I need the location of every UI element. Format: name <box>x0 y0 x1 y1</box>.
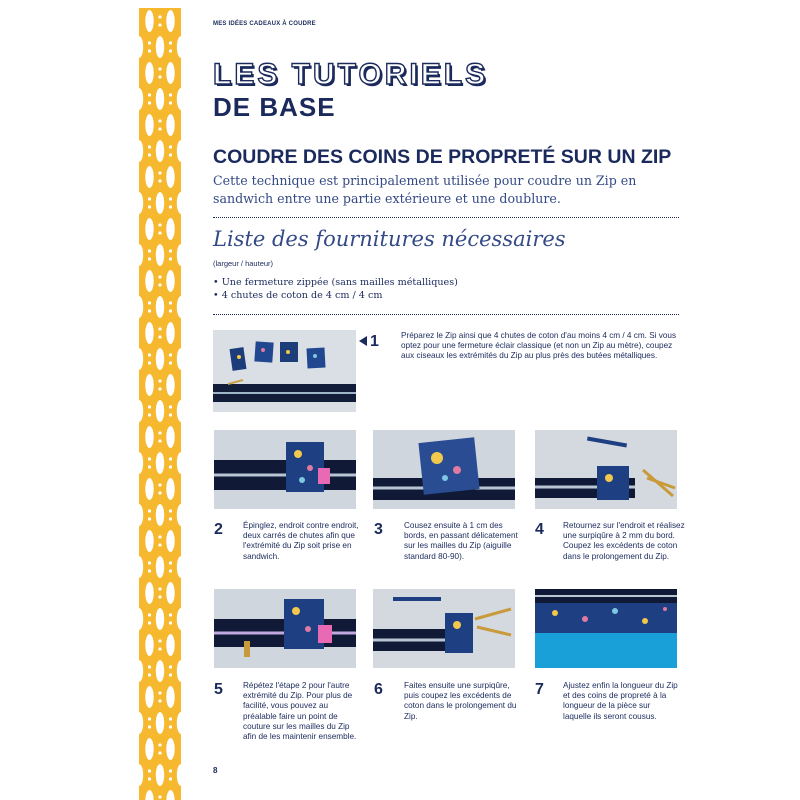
step-1-number: 1 <box>370 333 379 350</box>
step-3-text: Cousez ensuite à 1 cm des bords, en passant délicatement sur les mailles du Zip (aiguille standard 80-90). <box>404 521 518 561</box>
step-2-photo <box>214 430 356 509</box>
step-4-number: 4 <box>535 521 544 538</box>
step-3-photo <box>373 430 515 509</box>
page-title-line2: DE BASE <box>213 92 336 122</box>
step-1-text: Préparez le Zip ainsi que 4 chutes de coton d'au moins 4 cm / 4 cm. Si vous optez pour une fermeture éclair classique (et non un Zip au mètre), coupez aux ciseaux les extrémités du Zip au plus près des butées métalliques. <box>401 331 677 361</box>
step-2-number: 2 <box>214 521 223 538</box>
step-4-text: Retournez sur l'endroit et réalisez une surpiqûre à 2 mm du bord. Coupez les excédents de coton dans le prolongement du Zip. <box>563 521 685 561</box>
step-7-number: 7 <box>535 681 544 698</box>
page-title-line1: LES TUTORIELS <box>213 58 489 91</box>
step-7-text: Ajustez enfin la longueur du Zip et des coins de propreté à la longueur de la pièce sur laquelle ils seront cousus. <box>563 681 678 721</box>
divider-top <box>213 217 679 218</box>
decorative-pattern-band <box>139 8 181 800</box>
pattern-graphic <box>139 8 181 800</box>
supply-item: • 4 chutes de coton de 4 cm / 4 cm <box>213 290 383 301</box>
step-6-text: Faites ensuite une surpiqûre, puis coupez les excédents de coton dans le prolongement du Zip. <box>404 681 517 721</box>
divider-bottom <box>213 314 679 315</box>
section-intro: Cette technique est principalement utilisée pour coudre un Zip en sandwich entre une partie extérieure et une doublure. <box>213 173 637 206</box>
step-1-photo <box>213 330 356 412</box>
step-7-photo <box>535 589 677 668</box>
step-5-number: 5 <box>214 681 223 698</box>
step-5-text: Répétez l'étape 2 pour l'autre extrémité du Zip. Pour plus de facilité, vous pouvez au préalable faire un point de couture sur les mailles du Zip afin de les maintenir ensemble. <box>243 681 357 742</box>
supplies-subtitle: (largeur / hauteur) <box>213 259 274 268</box>
step-2-text: Épinglez, endroit contre endroit, deux carrés de chutes afin que l'extrémité du Zip soit prise en sandwich. <box>243 521 359 561</box>
running-header: MES IDÉES CADEAUX À COUDRE <box>213 21 316 27</box>
step-5-photo <box>214 589 356 668</box>
step-6-number: 6 <box>374 681 383 698</box>
section-title: COUDRE DES COINS DE PROPRETÉ SUR UN ZIP <box>213 146 672 168</box>
supplies-list <box>213 276 458 302</box>
step-6-photo <box>373 589 515 668</box>
page-number: 8 <box>213 766 218 775</box>
supplies-title: Liste des fournitures nécessaires <box>213 227 566 251</box>
supply-item: • Une fermeture zippée (sans mailles métalliques) <box>213 277 458 288</box>
step-4-photo <box>535 430 677 509</box>
step-3-number: 3 <box>374 521 383 538</box>
step-1-pointer-icon <box>359 336 367 346</box>
